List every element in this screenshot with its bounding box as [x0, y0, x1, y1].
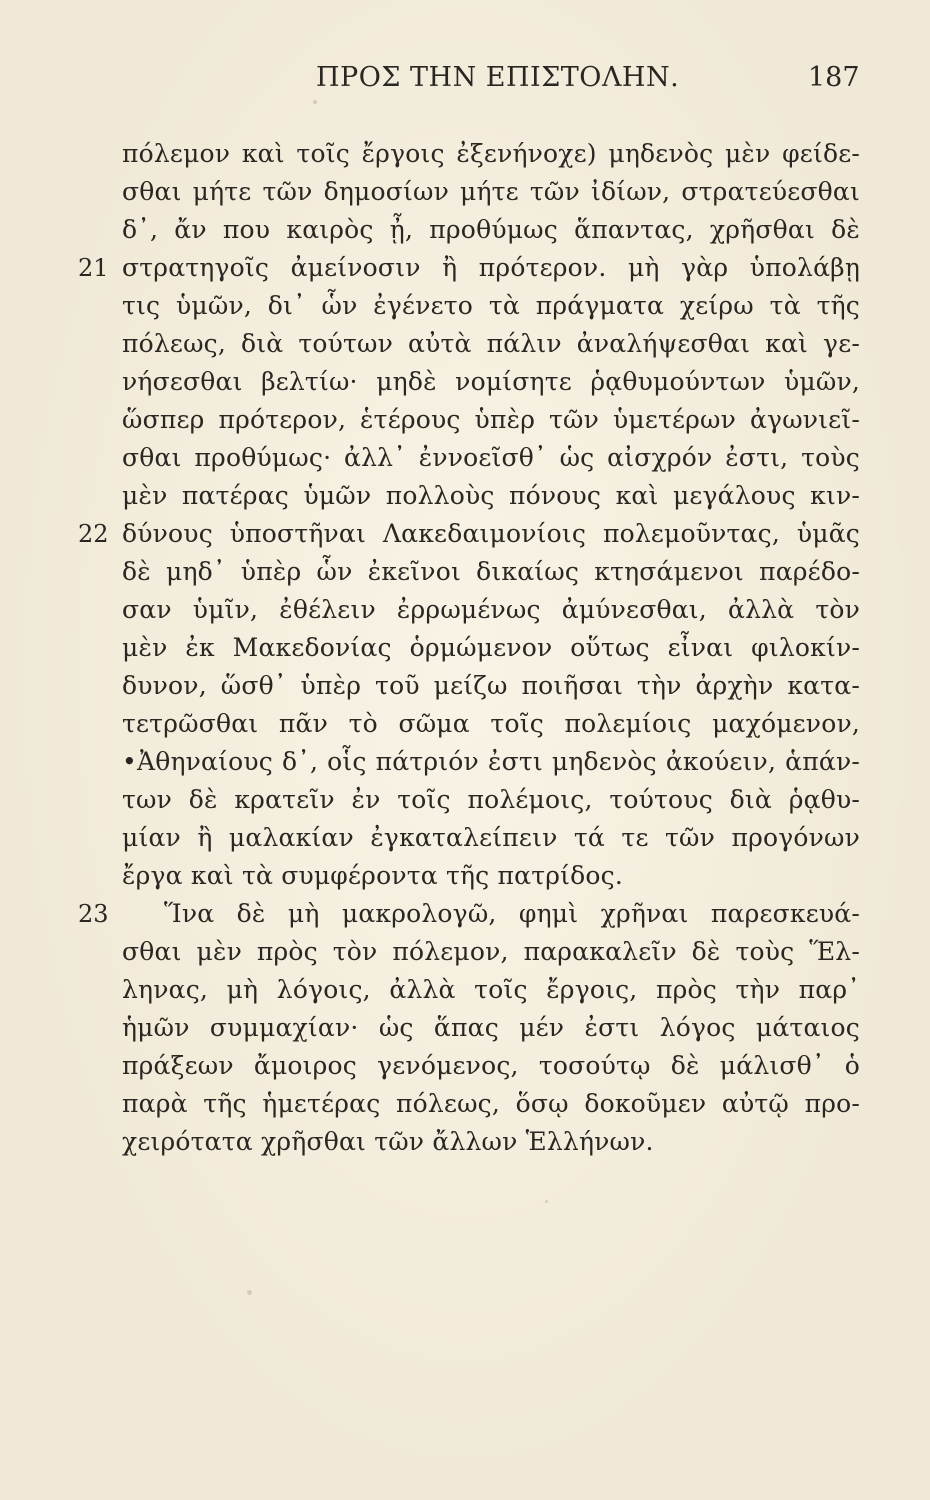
text-line: Ἵνα δὲ μὴ μακρολογῶ, φημὶ χρῆναι παρεσκευά-: [164, 899, 860, 928]
text-line: των δὲ κρατεῖν ἐν τοῖς πολέμοις, τούτους διὰ ῥᾳθυ-: [122, 785, 860, 814]
section-number: 21: [78, 254, 109, 282]
text-line: νήσεσθαι βελτίω· μηδὲ νομίσητε ῥᾳθυμούντων ὑμῶν,: [122, 367, 860, 396]
text-line: πόλεμον καὶ τοῖς ἔργοις ἐξενήνοχε) μηδενὸς μὲν φείδε-: [122, 139, 860, 168]
text-line: σθαι προθύμως· ἀλλ᾽ ἐννοεῖσθ᾽ ὡς αἰσχρόν ἐστι, τοὺς: [122, 443, 860, 472]
text-line: σθαι μὲν πρὸς τὸν πόλεμον, παρακαλεῖν δὲ τοὺς Ἕλ-: [122, 937, 860, 966]
text-line: χειρότατα χρῆσθαι τῶν ἄλλων Ἑλλήνων.: [122, 1127, 654, 1156]
section-number: 22: [78, 520, 109, 548]
text-line: στρατηγοῖς ἀμείνοσιν ἢ πρότερον. μὴ γὰρ ὑπολάβῃ: [122, 253, 860, 282]
text-line: δύνους ὑποστῆναι Λακεδαιμονίοις πολεμοῦντας, ὑμᾶς: [122, 519, 860, 548]
page-number: 187: [808, 62, 860, 93]
text-line: μὲν πατέρας ὑμῶν πολλοὺς πόνους καὶ μεγάλους κιν-: [122, 481, 860, 510]
text-line: ἔργα καὶ τὰ συμφέροντα τῆς πατρίδος.: [122, 861, 624, 890]
text-line: ληνας, μὴ λόγοις, ἀλλὰ τοῖς ἔργοις, πρὸς τὴν παρ᾽: [122, 975, 860, 1004]
text-line: •Ἀθηναίους δ᾽, οἷς πάτριόν ἐστι μηδενὸς ἀκούειν, ἁπάν-: [122, 747, 860, 776]
running-title: ΠΡΟΣ ΤΗΝ ΕΠΙΣΤΟΛΗΝ.: [316, 62, 680, 93]
text-line: ὥσπερ πρότερον, ἑτέρους ὑπὲρ τῶν ὑμετέρων ἀγωνιεῖ-: [122, 405, 860, 434]
running-head: [0, 58, 930, 98]
text-line: παρὰ τῆς ἡμετέρας πόλεως, ὅσῳ δοκοῦμεν αὐτῷ προ-: [122, 1089, 860, 1118]
text-line: ἡμῶν συμμαχίαν· ὡς ἅπας μέν ἐστι λόγος μάταιος: [122, 1013, 860, 1042]
text-line: τις ὑμῶν, δι᾽ ὧν ἐγένετο τὰ πράγματα χείρω τὰ τῆς: [122, 291, 860, 320]
text-line: δὲ μηδ᾽ ὑπὲρ ὧν ἐκεῖνοι δικαίως κτησάμενοι παρέδο-: [122, 557, 860, 586]
text-line: μίαν ἢ μαλακίαν ἐγκαταλείπειν τά τε τῶν προγόνων: [122, 823, 860, 852]
paper-speck: [247, 1290, 252, 1295]
text-line: δυνον, ὥσθ᾽ ὑπὲρ τοῦ μείζω ποιῆσαι τὴν ἀρχὴν κατα-: [122, 671, 860, 700]
text-line: σθαι μήτε τῶν δημοσίων μήτε τῶν ἰδίων, στρατεύεσθαι: [122, 177, 860, 206]
text-line: πράξεων ἄμοιρος γενόμενος, τοσούτῳ δὲ μάλισθ᾽ ὁ: [122, 1051, 860, 1080]
paper-speck: [545, 1200, 548, 1203]
text-line: δ᾽, ἄν που καιρὸς ᾖ, προθύμως ἅπαντας, χρῆσθαι δὲ: [122, 215, 860, 244]
section-number: 23: [78, 900, 109, 928]
text-line: τετρῶσθαι πᾶν τὸ σῶμα τοῖς πολεμίοις μαχόμενον,: [122, 709, 860, 738]
text-line: σαν ὑμῖν, ἐθέλειν ἐρρωμένως ἀμύνεσθαι, ἀλλὰ τὸν: [122, 595, 860, 624]
text-line: πόλεως, διὰ τούτων αὐτὰ πάλιν ἀναλήψεσθαι καὶ γε-: [122, 329, 860, 358]
text-line: μὲν ἐκ Μακεδονίας ὁρμώμενον οὕτως εἶναι φιλοκίν-: [122, 633, 860, 662]
paper-speck: [313, 100, 317, 104]
